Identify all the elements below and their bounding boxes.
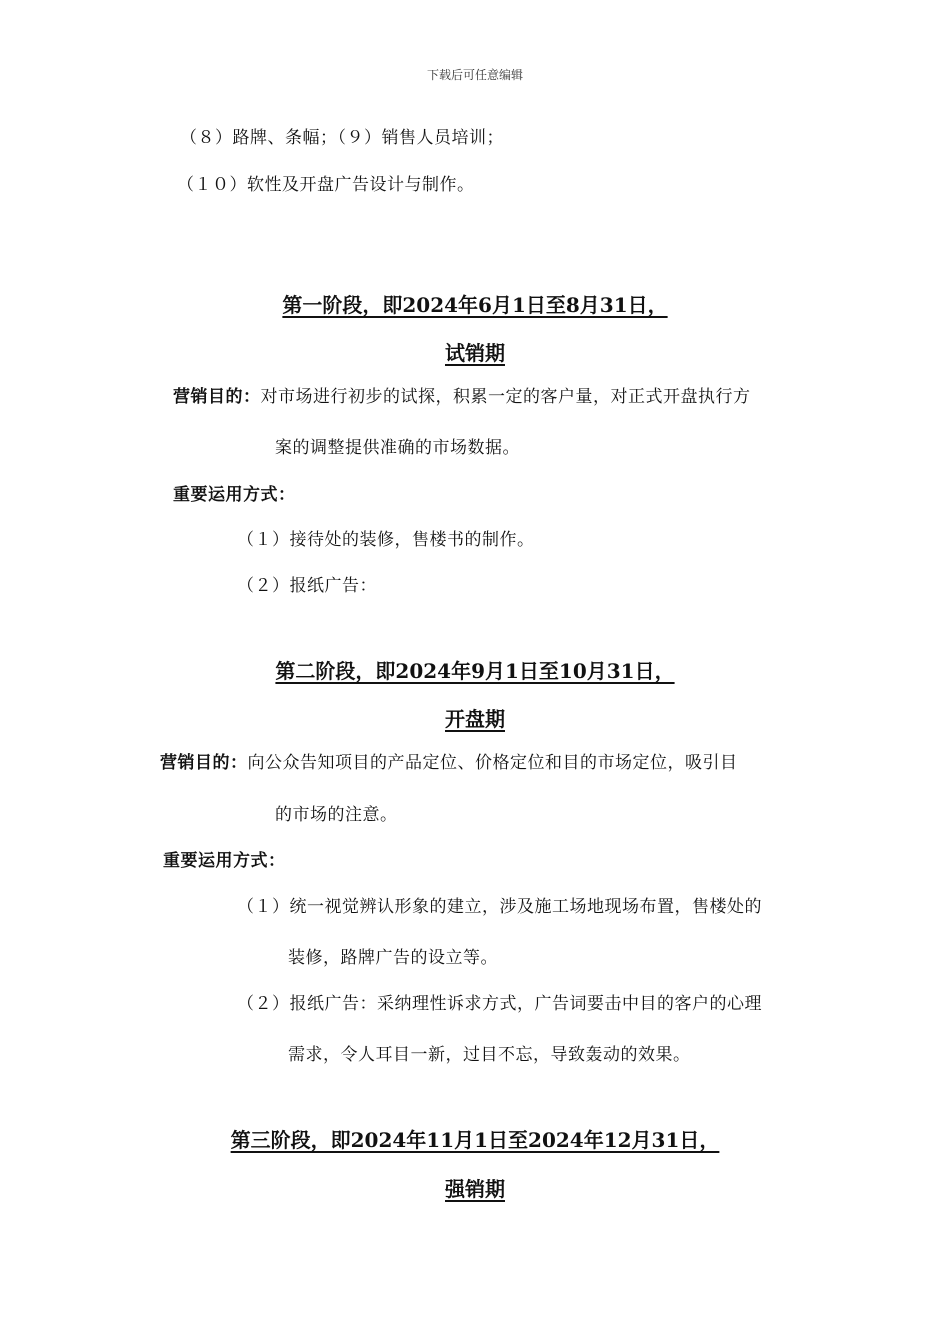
stage3-heading: 第三阶段，即2024年11月1日至2024年12月31日， bbox=[230, 1128, 720, 1152]
stage2-subheading: 开盘期 bbox=[445, 707, 505, 731]
stage1-goal-line-1 bbox=[173, 386, 751, 408]
stage1-heading: 第一阶段，即2024年6月1日至8月31日， bbox=[282, 293, 668, 317]
stage2-item-2-line-1: （２）报纸广告：采纳理性诉求方式，广告词要击中目的客户的心理 bbox=[237, 994, 762, 1014]
stage2-goal-line-2: 的市场的注意。 bbox=[275, 805, 398, 825]
stage1-goal-line-2: 案的调整提供准确的市场数据。 bbox=[275, 438, 520, 458]
stage2-goal-label: 营销目的： bbox=[160, 753, 248, 773]
stage2-goal-text-1: 向公众告知项目的产品定位、价格定位和目的市场定位，吸引目 bbox=[247, 753, 738, 773]
intro-line-2: （１０）软性及开盘广告设计与制作。 bbox=[177, 175, 475, 195]
stage2-item-2-line-2: 需求，令人耳目一新，过目不忘，导致轰动的效果。 bbox=[288, 1045, 691, 1065]
stage2-item-1-line-1: （１）统一视觉辨认形象的建立，涉及施工场地现场布置，售楼处的 bbox=[237, 897, 762, 917]
stage1-item-1: （１）接待处的装修，售楼书的制作。 bbox=[237, 530, 535, 550]
stage2-item-1-line-2: 装修，路牌广告的设立等。 bbox=[288, 948, 498, 968]
header-note: 下载后可任意编辑 bbox=[426, 68, 523, 82]
stage1-item-2: （２）报纸广告： bbox=[237, 576, 377, 596]
stage1-goal-text-1: 对市场进行初步的试探，积累一定的客户量，对正式开盘执行方 bbox=[260, 387, 751, 407]
stage1-goal-label: 营销目的： bbox=[173, 387, 261, 407]
stage3-subheading: 强销期 bbox=[445, 1177, 505, 1201]
stage1-subheading: 试销期 bbox=[445, 341, 505, 365]
stage2-methods-label: 重要运用方式： bbox=[163, 851, 286, 871]
stage1-methods-label: 重要运用方式： bbox=[173, 485, 296, 505]
stage2-heading: 第二阶段，即2024年9月1日至10月31日， bbox=[275, 659, 675, 683]
intro-line-1: （８）路牌、条幅；（９）销售人员培训； bbox=[180, 128, 504, 148]
stage2-goal-line-1 bbox=[160, 752, 738, 774]
